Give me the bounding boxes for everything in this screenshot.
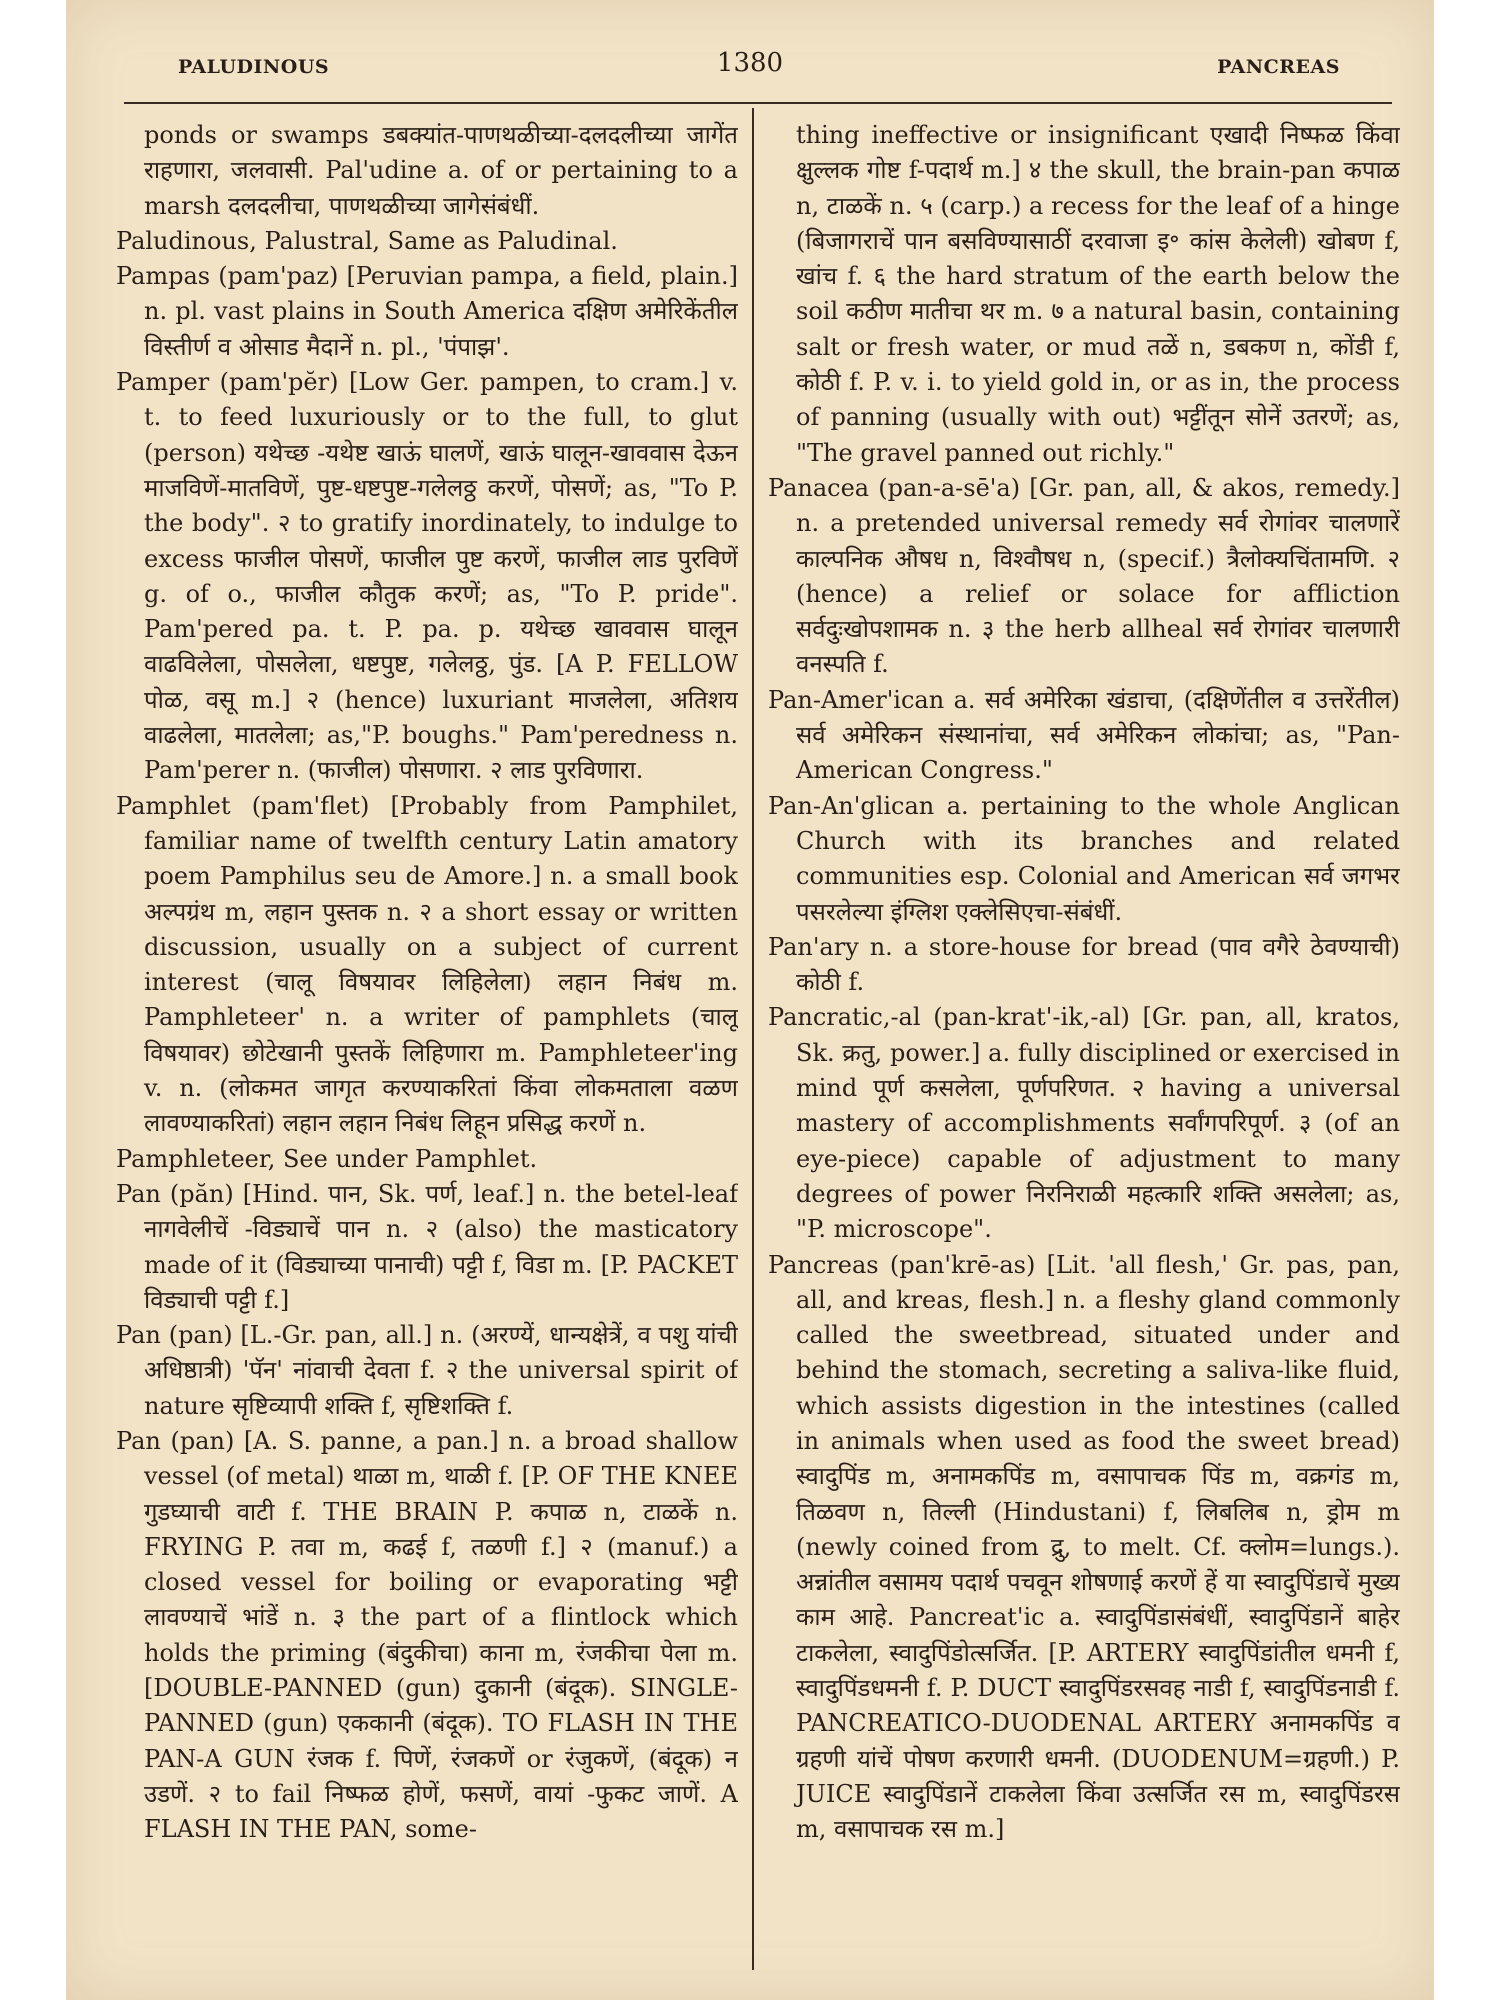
dictionary-entry: Panacea (pan-a-sē'a) [Gr. pan, all, & akos, remedy.] n. a pretended universal remedy सर्व रोगांवर चालणारें काल्पनिक औषध n, विश्वौषध n, (specif.) त्रैलोक्यचिंतामणि. २ (hence) a relief or solace for affliction सर्वदुःखोपशामक n. ३ the herb allheal सर्व रोगांवर चालणारी वनस्पति f. (768, 473, 1400, 679)
page-number: 1380 (716, 48, 784, 78)
dictionary-entry: Pan (păn) [Hind. पान, Sk. पर्ण, leaf.] n. the betel-leaf नागवेलीचें -विड्याचें पान n. २ (also) the masticatory made of it (विड्याच्या पानाची) पट्टी f, विडा m. [P. PACKET विड्याची पट्टी f.] (116, 1179, 738, 1314)
dictionary-entry: Pamphlet (pam'flet) [Probably from Pamphilet, familiar name of twelfth century Latin amatory poem Pamphilus seu de Amore.] n. a small book अल्पग्रंथ m, लहान पुस्तक n. २ a short essay or written discussion, usually on a subject of current interest (चालू विषयावर लिहिलेला) लहान निबंध m. Pamphleteer' n. a writer of pamphlets (चालू विषयावर) छोटेखानी पुस्तकें लिहिणारा m. Pamphleteer'ing v. n. (लोकमत जागृत करण्याकरितां किंवा लोकमताला वळण लावण्याकरितां) लहान लहान निबंध लिहून प्रसिद्ध करणें n. (116, 791, 738, 1138)
dictionary-entry: Pancratic,-al (pan-krat'-ik,-al) [Gr. pan, all, kratos, Sk. क्रतु, power.] a. fully disciplined or exercised in mind पूर्ण कसलेला, पूर्णपरिणत. २ having a universal mastery of accomplishments सर्वांगपरिपूर्ण. ३ (of an eye-piece) capable of adjustment to many degrees of power निरनिराळी महत्कारि शक्ति असलेला; as, "P. microscope". (768, 1003, 1400, 1244)
dictionary-entry: ponds or swamps डबक्यांत-पाणथळीच्या-दलदलीच्या जागेंत राहणारा, जलवासी. Pal'udine a. of or pertaining to a marsh दलदलीचा, पाणथळीच्या जागेसंबंधीं. (144, 121, 738, 220)
header-left-guideword: PALUDINOUS (178, 56, 330, 78)
header-rule (124, 102, 1392, 104)
dictionary-entry: Pamper (pam'pĕr) [Low Ger. pampen, to cram.] v. t. to feed luxuriously or to the full, to glut (person) यथेच्छ -यथेष्ट खाऊं घालणें, खाऊं घालून-खाववास देऊन माजविणें-मातविणें, पुष्ट-धष्टपुष्ट-गलेलठ्ठ करणें, पोसणें; as, "To P. the body". २ to gratify inordinately, to indulge to excess फाजील पोसणें, फाजील पुष्ट करणें, फाजील लाड पुरविणें g. of o., फाजील कौतुक करणें; as, "To P. pride". Pam'pered pa. t. P. pa. p. यथेच्छ खाववास घालून वाढविलेला, पोसलेला, धष्टपुष्ट, गलेलठ्ठ, पुंड. [A P. FELLOW पोळ, वसू m.] २ (hence) luxuriant माजलेला, अतिशय वाढलेला, मातलेला; as,"P. boughs." Pam'peredness n. Pam'perer n. (फाजील) पोसणारा. २ लाड पुरविणारा. (116, 368, 738, 785)
dictionary-entry: Paludinous, Palustral, Same as Paludinal. (116, 226, 618, 255)
page-header (66, 48, 1434, 88)
dictionary-page (66, 0, 1434, 2000)
dictionary-entry: Pamphleteer, See under Pamphlet. (116, 1144, 538, 1173)
dictionary-entry: Pan (pan) [L.-Gr. pan, all.] n. (अरण्यें, धान्यक्षेत्रें, व पशु यांची अधिष्ठात्री) 'पॅन' नांवाची देवता f. २ the universal spirit of nature सृष्टिव्यापी शक्ति f, सृष्टिशक्ति f. (116, 1321, 738, 1420)
dictionary-entry: Pancreas (pan'krē-as) [Lit. 'all flesh,' Gr. pas, pan, all, and kreas, flesh.] n. a fleshy gland commonly called the sweetbread, situated under and behind the stomach, secreting a saliva-like fluid, which assists digestion in the intestines (called in animals when used as food the sweet bread) स्वादुपिंड m, अनामकपिंड m, वसापाचक पिंड m, वक्रगंड m, तिळवण n, तिल्ली (Hindustani) f, लिबलिब n, ड्रोम m (newly coined from द्रु, to melt. Cf. क्लोम=lungs.). अन्नांतील वसामय पदार्थ पचवून शोषणाई करणें हें या स्वादुपिंडाचें मुख्य काम आहे. Pancreat'ic a. स्वादुपिंडासंबंधीं, स्वादुपिंडानें बाहेर टाकलेला, स्वादुपिंडोत्सर्जित. [P. ARTERY स्वादुपिंडांतील धमनी f, स्वादुपिंडधमनी f. P. DUCT स्वादुपिंडरसवह नाडी f, स्वादुपिंडनाडी f. PANCREATICO-DUODENAL ARTERY अनामकपिंड व ग्रहणी यांचें पोषण करणारी धमनी. (DUODENUM=ग्रहणी.) P. JUICE स्वादुपिंडानें टाकलेला किंवा उत्सर्जित रस m, स्वादुपिंडरस m, वसापाचक रस m.] (768, 1250, 1400, 1844)
dictionary-entry: Pan'ary n. a store-house for bread (पाव वगैरे ठेवण्याची) कोठी f. (768, 932, 1400, 997)
dictionary-entry: thing ineffective or insignificant एखादी निष्फळ किंवा क्षुल्लक गोष्ट f-पदार्थ m.] ४ the skull, the brain-pan कपाळ n, टाळकें n. ५ (carp.) a recess for the leaf of a hinge (बिजागराचें पान बसविण्यासाठीं दरवाजा इ॰ कांस केलेली) खोबण f, खांच f. ६ the hard stratum of the earth below the soil कठीण मातीचा थर m. ७ a natural basin, containing salt or fresh water, or mud तळें n, डबकण n, कोंडी f, कोठी f. P. v. i. to yield gold in, or as in, the process of panning (usually with out) भट्टींतून सोनें उतरणें; as, "The gravel panned out richly." (796, 121, 1400, 467)
left-column (116, 118, 738, 1970)
header-right-guideword: PANCREAS (1217, 56, 1340, 78)
dictionary-entry: Pampas (pam'paz) [Peruvian pampa, a field, plain.] n. pl. vast plains in South America दक्षिण अमेरिकेंतील विस्तीर्ण व ओसाड मैदानें n. pl., 'पंपाझ'. (116, 262, 738, 361)
column-divider (752, 108, 754, 1970)
dictionary-entry: Pan-An'glican a. pertaining to the whole Anglican Church with its branches and related communities esp. Colonial and American सर्व जगभर पसरलेल्या इंग्लिश एक्लेसिएचा-संबंधीं. (768, 791, 1400, 926)
dictionary-entry: Pan-Amer'ican a. सर्व अमेरिका खंडाचा, (दक्षिणेंतील व उत्तरेंतील) सर्व अमेरिकन संस्थानांचा, सर्व अमेरिकन लोकांचा; as, "Pan-American Congress." (768, 685, 1400, 785)
dictionary-entry: Pan (pan) [A. S. panne, a pan.] n. a broad shallow vessel (of metal) थाळा m, थाळी f. [P. OF THE KNEE गुडघ्याची वाटी f. THE BRAIN P. कपाळ n, टाळकें n. FRYING P. तवा m, कढई f, तळणी f.] २ (manuf.) a closed vessel for boiling or evaporating भट्टी लावण्याचें भांडें n. ३ the part of a flintlock which holds the priming (बंदुकीचा) काना m, रंजकीचा पेला m. [DOUBLE-PANNED (gun) दुकानी (बंदूक). SINGLE-PANNED (gun) एककानी (बंदूक). TO FLASH IN THE PAN-A GUN रंजक f. पिणें, रंजकणें or रंजुकणें, (बंदूक) न उडणें. २ to fail निष्फळ होणें, फसणें, वायां -फुकट जाणें. A FLASH IN THE PAN, some- (116, 1426, 738, 1844)
right-column (768, 118, 1400, 1970)
